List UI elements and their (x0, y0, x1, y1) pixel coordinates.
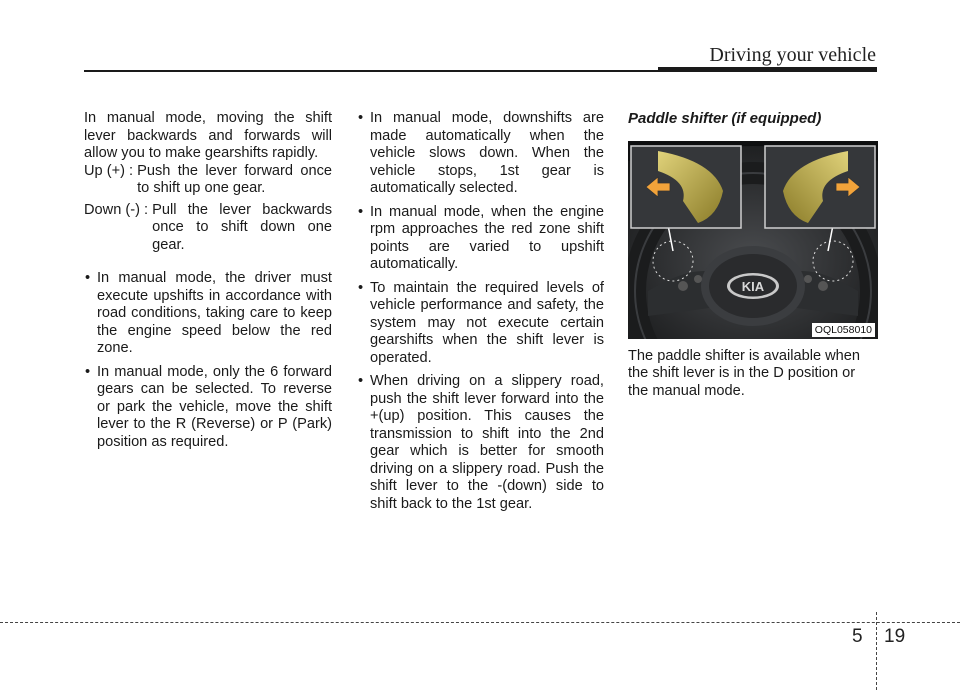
paddle-shifter-figure (628, 141, 878, 339)
footer-rule (0, 622, 960, 623)
list-item: • To maintain the required levels of vehicle performance and safety, the system may not execute certain gearshifts when the shift lever is operated. (357, 280, 604, 368)
column-1-bullets (84, 270, 332, 451)
upshift-term: Up (+) : (84, 162, 138, 179)
column-1 (84, 110, 332, 457)
column-3 (628, 110, 879, 400)
column-2 (357, 110, 604, 519)
list-item: • In manual mode, the driver must execute upshifts in accordance with road conditions, taking care to keep the engine speed below the red zone. (84, 270, 332, 358)
page-header-title: Driving your vehicle (709, 44, 876, 66)
figure-caption: The paddle shifter is available when the shift lever is in the D position or the manual mode. (628, 347, 861, 399)
upshift-description: Push the lever forward once to shift up one gear. (137, 162, 332, 196)
figure-code: OQL058010 (812, 323, 875, 337)
chapter-number: 5 (852, 626, 863, 647)
column-2-bullets (357, 110, 604, 513)
footer-divider (876, 612, 877, 690)
list-item: • In manual mode, when the engine rpm approaches the red zone shift points are varied to upshift automatically. (357, 204, 604, 274)
intro-paragraph: In manual mode, moving the shift lever backwards and forwards will allow you to make gearshifts rapidly. (84, 110, 332, 161)
page-number: 19 (884, 626, 906, 647)
downshift-term: Down (-) : (84, 201, 153, 218)
list-item: • In manual mode, downshifts are made automatically when the vehicle slows down. When the vehicle stops, 1st gear is automatically selected. (357, 110, 604, 198)
downshift-description: Pull the lever backwards once to shift down one gear. (152, 201, 332, 253)
kia-logo-text: KIA (741, 278, 765, 294)
list-item: • In manual mode, only the 6 forward gears can be selected. To reverse or park the vehicle, move the shift lever to the R (Reverse) or P (Park) position as required. (84, 364, 332, 452)
upshift-definition (84, 163, 332, 198)
section-heading: Paddle shifter (if equipped) (628, 110, 822, 127)
downshift-definition (84, 202, 332, 255)
header-rule-thick (658, 67, 877, 72)
steering-wheel-illustration (628, 141, 878, 339)
list-item: • When driving on a slippery road, push the shift lever forward into the +(up) position. This causes the transmission to shift into the 2nd gear which is better for smooth driving on a slippery road. Push the shift lever to the -(down) side to shift back to the 1st gear. (357, 373, 604, 513)
